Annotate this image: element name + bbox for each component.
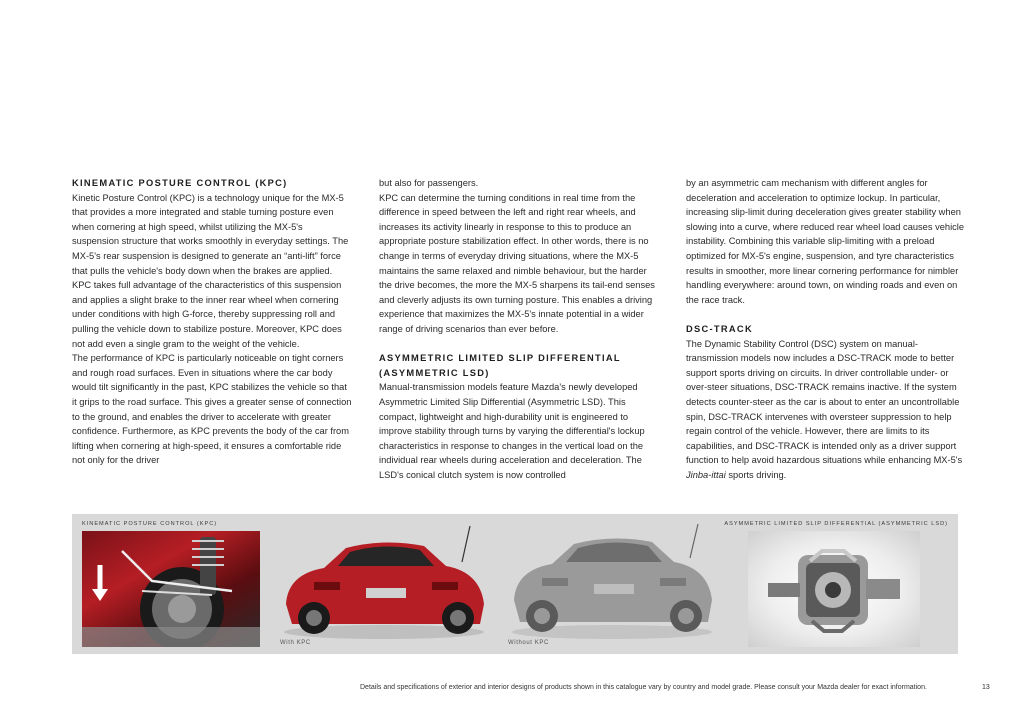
lsd-unit-photo: [748, 531, 920, 647]
lsd-cutaway-illustration: [748, 531, 920, 647]
lsd-paragraph-1: Manual-transmission models feature Mazda's newly developed Asymmetric Limited Slip Differential (Asymmetric LSD). This compact, lightweight and high-durability unit is engineered to improve stability through turns by varying the differential's lockup characteristics in response to changes in the vertical load on the individual rear wheels during acceleration and deceleration. The LSD's conical clutch system is now controlled: [379, 382, 645, 480]
lsd-paragraph-2: by an asymmetric cam mechanism with different angles for deceleration and acceleration to optimize lockup. In particular, increasing slip-limit during deceleration gives greater stability when slowing into a curve, where reduced rear wheel load causes vehicle instability. Combining this variable slip-limiting with a preload optimized for MX-5's engine, suspension, and tyre characteristics results in smoother, more linear cornering performance for nimbler handling everywhere: around town, on winding roads and even on the race track.: [686, 178, 965, 305]
dsc-paragraph: [686, 337, 966, 483]
car-with-kpc-image: [274, 524, 496, 642]
caption-with-kpc: With KPC: [280, 640, 311, 646]
heading-dsc-track: DSC-TRACK: [686, 323, 753, 334]
dsc-text-end: sports driving.: [725, 469, 787, 480]
kpc-paragraph-4: KPC can determine the turning conditions in real time from the difference in speed between the left and right rear wheels, and increases its activity linearly in response to this to produce an appropriate posture stabilization effect. In other words, there is no change in terms of everyday driving situations, where the MX-5 maintains the same relaxed and nimble behaviour, but the harder the drive becomes, the more the MX-5 sharpens its tail-end senses and cleverly adjusts its own turning posture. This enables a driving experience that maximizes the MX-5's innate potential in a wider range of driving scenarios than ever before.: [379, 192, 655, 334]
kpc-paragraph-3: but also for passengers.: [379, 178, 479, 188]
dsc-text: The Dynamic Stability Control (DSC) system on manual-transmission models now includes a DSC-TRACK mode to better support sports driving on circuits. In driver controllable under- or over-steer situations, DSC-TRACK remains inactive. If the system detects counter-steer as the car is about to enter an uncontrollable spin, DSC-TRACK intervenes with oversteer suppression to help regain control of the vehicle. However, there are limits to its capabilities, and DSC-TRACK is intended only as a driver support function to help avoid hazardous situations while enhancing MX-5's: [686, 338, 963, 466]
car-without-kpc-image: [502, 524, 724, 642]
heading-lsd: ASYMMETRIC LIMITED SLIP DIFFERENTIAL (ASYMMETRIC LSD): [379, 353, 621, 378]
image-band: [72, 514, 958, 654]
jinba-ittai-text: Jinba-ittai: [686, 469, 726, 480]
kpc-image-label: KINEMATIC POSTURE CONTROL (KPC): [82, 521, 218, 527]
column-kpc-lsd: [379, 176, 659, 482]
kpc-suspension-photo: [82, 531, 260, 647]
column-kpc: [72, 176, 352, 468]
heading-kpc: KINEMATIC POSTURE CONTROL (KPC): [72, 178, 288, 188]
kpc-suspension-illustration: [82, 531, 260, 647]
footer-disclaimer: Details and specifications of exterior and interior designs of products shown in this catalogue vary by country and model grade. Please consult your Mazda dealer for exact information.: [360, 684, 927, 691]
page-number: 13: [982, 684, 990, 691]
caption-without-kpc: Without KPC: [508, 640, 549, 646]
lsd-image-label: ASYMMETRIC LIMITED SLIP DIFFERENTIAL (ASYMMETRIC LSD): [724, 521, 948, 527]
kpc-paragraph-2: The performance of KPC is particularly noticeable on tight corners and rough road surfaces. Even in situations where the car body would tilt significantly in the past, KPC stabilizes the vehicle so that it grips to the road surface. This gives a greater sense of connection to the ground, and enables the driver to accelerate with greater confidence. Furthermore, as KPC prevents the body of the car from lifting when cornering at high-speed, it ensures a comfortable ride not only for the driver: [72, 353, 352, 466]
column-lsd-dsc: [686, 176, 966, 482]
kpc-paragraph-1: Kinetic Posture Control (KPC) is a technology unique for the MX-5 that provides a more integrated and stable turning posture even when cornering at high speed, whilst utilizing the MX-5's suspension structure that works smoothly in everyday settings. The MX-5's rear suspension is designed to generate an “anti-lift” force that pulls the vehicle's body down when the brakes are applied. KPC takes full advantage of the characteristics of this suspension and applies a slight brake to the inner rear wheel when cornering under conditions with high G-force, thereby suppressing roll and pulling the vehicle down to stabilize posture. Moreover, KPC does not add even a single gram to the weight of the vehicle.: [72, 192, 349, 349]
